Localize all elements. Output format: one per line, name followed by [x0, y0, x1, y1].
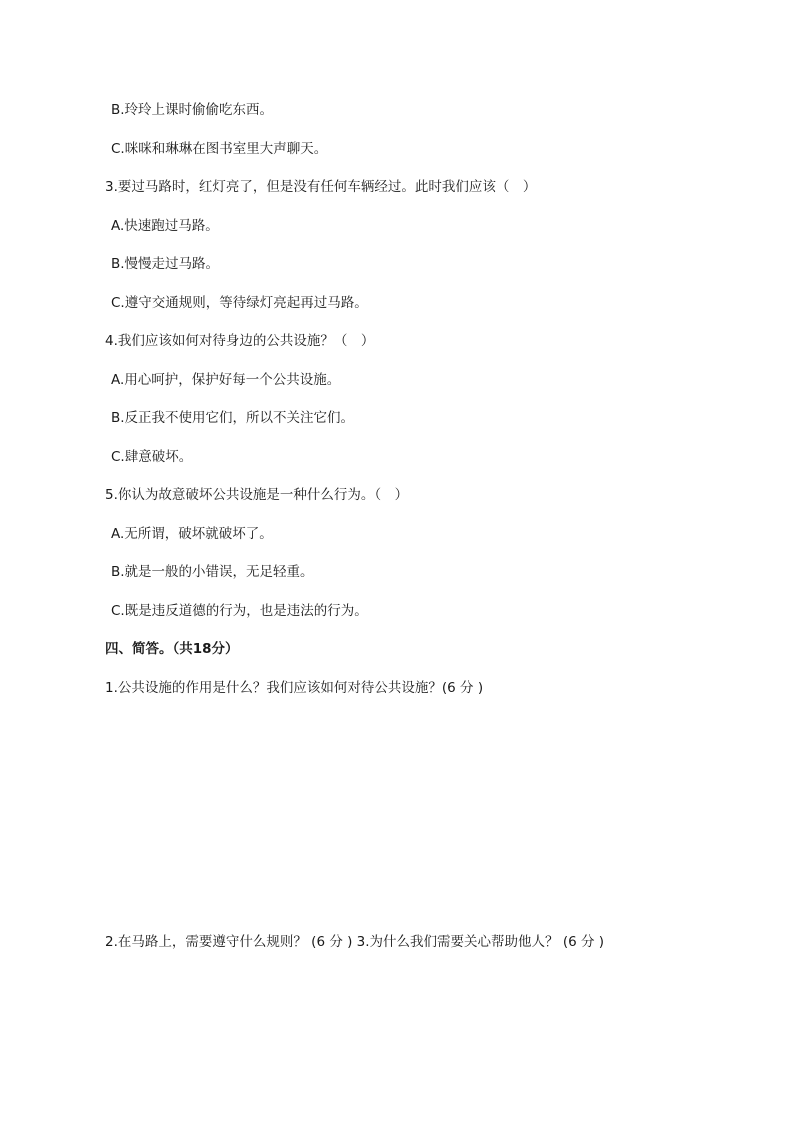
option-4c: C.肆意破坏。	[111, 449, 193, 465]
option-5c: C.既是违反道德的行为，也是违法的行为。	[111, 603, 368, 619]
short-answer-1: 1.公共设施的作用是什么？我们应该如何对待公共设施？(6 分 )	[105, 680, 484, 696]
option-5a: A.无所谓，破坏就破坏了。	[111, 526, 273, 542]
option-2b: B.玲玲上课时偷偷吃东西。	[111, 102, 274, 118]
option-5b: B.就是一般的小错误，无足轻重。	[111, 564, 314, 580]
option-3a: A.快速跑过马路。	[111, 218, 219, 234]
short-answer-2-3: 2.在马路上，需要遵守什么规则？ (6 分 ) 3.为什么我们需要关心帮助他人？ (6 分 )	[105, 934, 605, 950]
section-4-title: 四、简答。（共18分）	[105, 641, 239, 657]
option-3c: C.遵守交通规则，等待绿灯亮起再过马路。	[111, 295, 368, 311]
question-3: 3.要过马路时，红灯亮了，但是没有任何车辆经过。此时我们应该（ ）	[105, 179, 537, 195]
option-4a: A.用心呵护，保护好每一个公共设施。	[111, 372, 341, 388]
question-4: 4.我们应该如何对待身边的公共设施？（ ）	[105, 333, 375, 349]
option-2c: C.咪咪和琳琳在图书室里大声聊天。	[111, 141, 328, 157]
option-3b: B.慢慢走过马路。	[111, 256, 220, 272]
question-5: 5.你认为故意破坏公共设施是一种什么行为。（ ）	[105, 487, 409, 503]
option-4b: B.反正我不使用它们，所以不关注它们。	[111, 410, 355, 426]
